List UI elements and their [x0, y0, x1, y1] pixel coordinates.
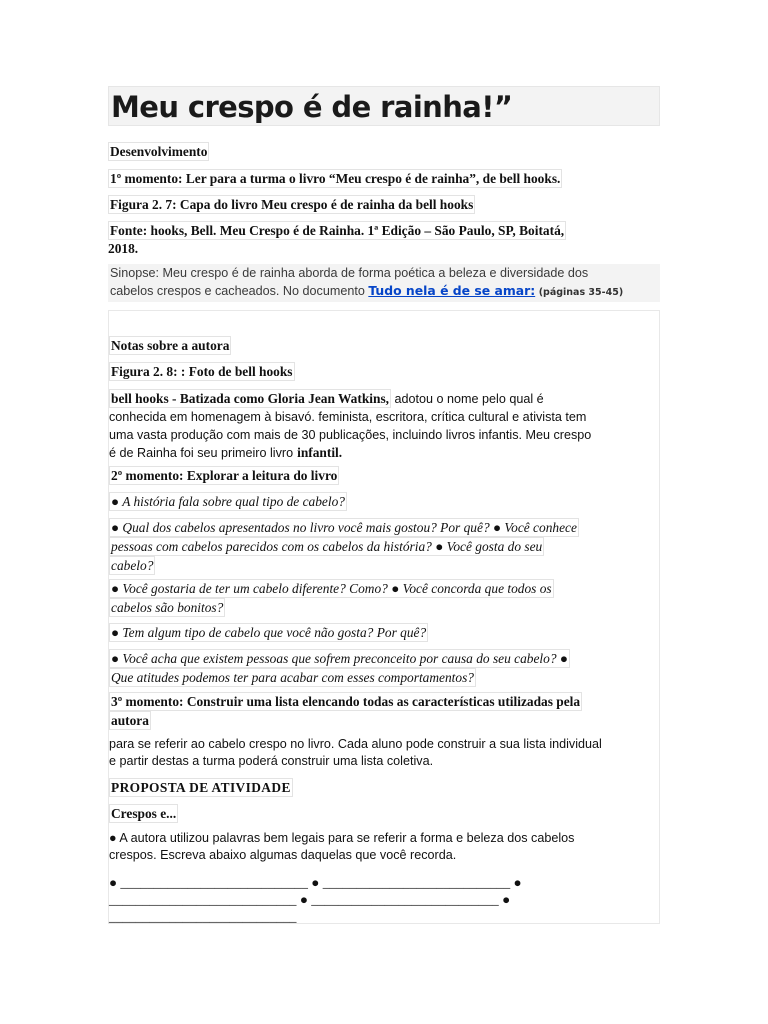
heading-proposta-atividade: PROPOSTA DE ATIVIDADE — [111, 780, 291, 795]
question-5-line-1: ● Você acha que existem pessoas que sofrem preconceito por causa do seu cabelo? ● — [111, 651, 568, 666]
question-3-line-1: ● Você gostaria de ter um cabelo diferente? Como? ● Você concorda que todos os — [111, 581, 552, 596]
question-3-line-2: cabelos são bonitos? — [111, 600, 224, 615]
synopsis — [108, 264, 660, 302]
heading-desenvolvimento: Desenvolvimento — [110, 144, 208, 159]
page-title: Meu crespo é de rainha!” — [111, 90, 513, 124]
bio-line-1: adotou o nome pelo qual é — [391, 392, 544, 406]
heading-notas-autora: Notas sobre a autora — [111, 338, 230, 353]
bio-line-3: uma vasta produção com mais de 30 publicações, incluindo livros infantis. Meu crespo — [109, 428, 592, 442]
question-2-line-2: pessoas com cabelos parecidos com os cabelos da história? ● Você gosta do seu — [111, 539, 543, 554]
momento-3-body-line-2: e partir destas a turma poderá construir uma lista coletiva. — [109, 754, 434, 768]
activity-instructions — [109, 830, 657, 864]
answer-blank-line-2[interactable]: ____________________________ ● ____________________________ ● — [109, 892, 511, 907]
bio-infantil: infantil. — [297, 445, 343, 460]
figure-caption-2-7: Figura 2. 7: Capa do livro Meu crespo é de rainha da bell hooks — [110, 197, 474, 212]
bio-line-4: é de Rainha foi seu primeiro livro — [109, 446, 294, 460]
question-5 — [109, 649, 570, 687]
momento-3-line-2: autora — [111, 713, 149, 728]
source-citation-year: 2018. — [108, 241, 139, 256]
question-2 — [109, 518, 579, 575]
source-citation: Fonte: hooks, Bell. Meu Crespo é de Rainha. 1ª Edição – São Paulo, SP, Boitatá, — [110, 223, 565, 238]
momento-2: 2º momento: Explorar a leitura do livro — [111, 468, 338, 483]
momento-1: 1º momento: Ler para a turma o livro “Meu crespo é de rainha”, de bell hooks. — [110, 171, 561, 186]
tudo-nela-link[interactable]: Tudo nela é de se amar: — [368, 283, 536, 298]
momento-3-body — [109, 736, 657, 770]
momento-3 — [109, 692, 582, 730]
title-box — [108, 86, 660, 126]
heading-crespos: Crespos e... — [111, 806, 177, 821]
question-2-line-3: cabelo? — [111, 558, 154, 573]
question-2-line-1: ● Qual dos cabelos apresentados no livro você mais gostou? Por quê? ● Você conhece — [111, 520, 577, 535]
figure-caption-2-8: Figura 2. 8: : Foto de bell hooks — [111, 364, 293, 379]
momento-3-body-line-1: para se referir ao cabelo crespo no livro. Cada aluno pode construir a sua lista individual — [109, 737, 602, 751]
activity-line-1: ● A autora utilizou palavras bem legais para se referir a forma e beleza dos cabelos — [109, 831, 575, 845]
momento-3-line-1: 3º momento: Construir uma lista elencando todas as características utilizadas pela — [111, 694, 581, 709]
synopsis-pages: (páginas 35-45) — [538, 287, 624, 298]
author-bio — [109, 389, 657, 462]
synopsis-line-1: Sinopse: Meu crespo é de rainha aborda de forma poética a beleza e diversidade dos — [110, 266, 589, 280]
question-1: ● A história fala sobre qual tipo de cabelo? — [111, 494, 345, 509]
answer-blank-line-3[interactable]: ____________________________ — [109, 909, 297, 924]
bio-bold: bell hooks - Batizada como Gloria Jean Watkins, — [111, 391, 390, 406]
bio-line-2: conhecida em homenagem à bisavó. feminista, escritora, crítica cultural e ativista tem — [109, 410, 587, 424]
synopsis-line-2: cabelos crespos e cacheados. No documento — [110, 284, 365, 298]
activity-line-2: crespos. Escreva abaixo algumas daquelas que você recorda. — [109, 848, 457, 862]
question-5-line-2: Que atitudes podemos ter para acabar com esses comportamentos? — [111, 670, 474, 685]
document-page — [108, 86, 660, 924]
question-3 — [109, 579, 554, 617]
question-4: ● Tem algum tipo de cabelo que você não gosta? Por quê? — [111, 625, 427, 640]
answer-blanks[interactable] — [109, 874, 522, 925]
content-frame — [108, 310, 660, 924]
answer-blank-line-1[interactable]: ● ____________________________ ● ____________________________ ● — [109, 875, 522, 890]
